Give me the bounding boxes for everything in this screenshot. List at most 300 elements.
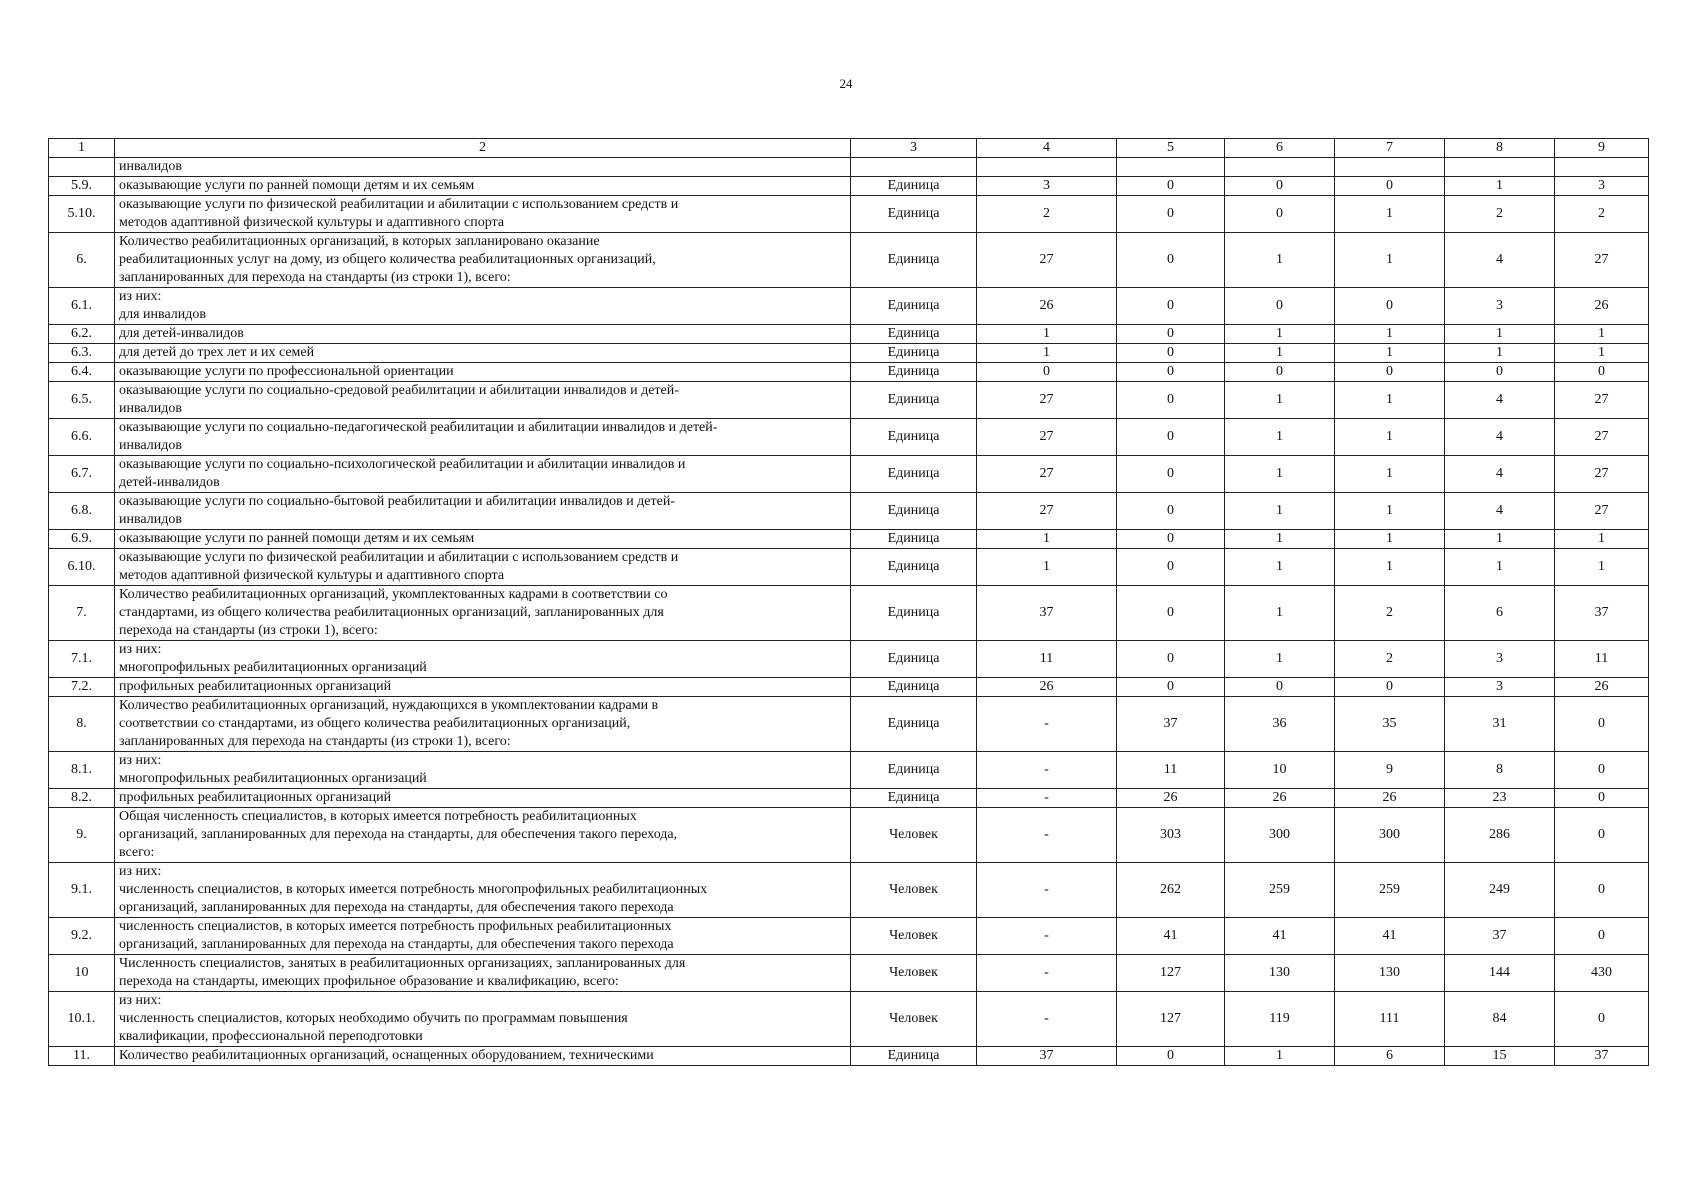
unit-of-measure: Единица: [851, 233, 977, 288]
row-number: 8.: [49, 697, 115, 752]
table-row: [49, 641, 1649, 678]
indicator-text-line: перехода на стандарты, имеющих профильное образование и квалификацию, всего:: [119, 974, 619, 989]
indicator-name: [115, 325, 851, 344]
table-row: [49, 196, 1649, 233]
table-row: [49, 288, 1649, 325]
value-cell: 0: [1335, 288, 1445, 325]
indicator-text-line: для инвалидов: [119, 307, 207, 322]
value-cell: 3: [1445, 288, 1555, 325]
table-row: [49, 382, 1649, 419]
indicator-text-line: оказывающие услуги по социально-бытовой реабилитации и абилитации инвалидов и детей-: [119, 494, 676, 509]
value-cell: 11: [1555, 641, 1649, 678]
value-cell: 0: [1555, 697, 1649, 752]
row-number: 7.2.: [49, 678, 115, 697]
indicator-text-line: оказывающие услуги по физической реабилитации и абилитации с использованием средств и: [119, 550, 679, 565]
value-cell: -: [977, 789, 1117, 808]
indicator-text-line: численность специалистов, которых необходимо обучить по программам повышения: [119, 1011, 628, 1026]
value-cell: 262: [1117, 863, 1225, 918]
value-cell: 1: [1335, 344, 1445, 363]
indicator-name: [115, 382, 851, 419]
table-row: [49, 789, 1649, 808]
table-row: [49, 808, 1649, 863]
indicator-name: [115, 493, 851, 530]
unit-of-measure: Единица: [851, 419, 977, 456]
indicator-text-line: Общая численность специалистов, в которых имеется потребность реабилитационных: [119, 809, 637, 824]
indicator-name: [115, 955, 851, 992]
value-cell: [1117, 158, 1225, 177]
indicator-text-line: всего:: [119, 845, 155, 860]
indicator-text-line: организаций, запланированных для перехода на стандарты, для обеспечения такого перехода: [119, 900, 674, 915]
indicator-text-line: многопрофильных реабилитационных организаций: [119, 660, 427, 675]
indicator-name: [115, 344, 851, 363]
value-cell: 1: [1445, 549, 1555, 586]
value-cell: 1: [1225, 549, 1335, 586]
value-cell: 1: [1225, 530, 1335, 549]
column-number: 6: [1225, 139, 1335, 158]
indicator-name: [115, 288, 851, 325]
value-cell: 23: [1445, 789, 1555, 808]
table-row: [49, 586, 1649, 641]
value-cell: 11: [1117, 752, 1225, 789]
unit-of-measure: Единица: [851, 344, 977, 363]
value-cell: 1: [1225, 325, 1335, 344]
value-cell: 2: [1335, 641, 1445, 678]
value-cell: [1335, 158, 1445, 177]
indicator-name: [115, 419, 851, 456]
table-row: [49, 1047, 1649, 1066]
value-cell: 37: [1445, 918, 1555, 955]
table-row: [49, 233, 1649, 288]
unit-of-measure: Единица: [851, 549, 977, 586]
value-cell: 0: [1117, 325, 1225, 344]
value-cell: 0: [1555, 992, 1649, 1047]
value-cell: 3: [1555, 177, 1649, 196]
row-number: 5.9.: [49, 177, 115, 196]
unit-of-measure: Единица: [851, 530, 977, 549]
value-cell: 27: [1555, 419, 1649, 456]
unit-of-measure: Человек: [851, 955, 977, 992]
value-cell: 1: [1445, 344, 1555, 363]
value-cell: 0: [1117, 586, 1225, 641]
value-cell: 0: [1335, 363, 1445, 382]
indicator-text-line: оказывающие услуги по социально-педагогической реабилитации и абилитации инвалидов и детей-: [119, 420, 718, 435]
value-cell: 1: [977, 344, 1117, 363]
value-cell: 84: [1445, 992, 1555, 1047]
value-cell: 0: [1335, 177, 1445, 196]
indicator-name: [115, 678, 851, 697]
unit-of-measure: Единица: [851, 752, 977, 789]
page-number: 24: [839, 76, 853, 91]
indicator-text-line: организаций, запланированных для перехода на стандарты, для обеспечения такого перехода: [119, 937, 674, 952]
indicator-text-line: оказывающие услуги по физической реабилитации и абилитации с использованием средств и: [119, 197, 679, 212]
value-cell: 1: [1555, 344, 1649, 363]
value-cell: 6: [1445, 586, 1555, 641]
value-cell: 27: [977, 382, 1117, 419]
value-cell: 37: [1555, 1047, 1649, 1066]
indicator-name: [115, 456, 851, 493]
value-cell: 4: [1445, 419, 1555, 456]
value-cell: 1: [977, 549, 1117, 586]
value-cell: 27: [1555, 382, 1649, 419]
value-cell: 1: [1335, 530, 1445, 549]
indicator-text-line: Количество реабилитационных организаций, нуждающихся в укомплектовании кадрами в: [119, 698, 659, 713]
value-cell: 36: [1225, 697, 1335, 752]
value-cell: -: [977, 808, 1117, 863]
value-cell: -: [977, 863, 1117, 918]
value-cell: 1: [1335, 456, 1445, 493]
value-cell: 37: [1117, 697, 1225, 752]
value-cell: 2: [977, 196, 1117, 233]
row-number: 6.10.: [49, 549, 115, 586]
value-cell: 0: [977, 363, 1117, 382]
indicator-text-line: стандартами, из общего количества реабилитационных организаций, запланированных для: [119, 605, 664, 620]
row-number: 7.1.: [49, 641, 115, 678]
value-cell: 26: [977, 288, 1117, 325]
unit-of-measure: Единица: [851, 288, 977, 325]
column-number: 8: [1445, 139, 1555, 158]
row-number: 6.9.: [49, 530, 115, 549]
value-cell: 0: [1225, 177, 1335, 196]
row-number: 10.1.: [49, 992, 115, 1047]
indicator-text-line: оказывающие услуги по ранней помощи детям и их семьям: [119, 531, 475, 546]
value-cell: 303: [1117, 808, 1225, 863]
value-cell: 0: [1335, 678, 1445, 697]
value-cell: 0: [1117, 344, 1225, 363]
column-number: 2: [115, 139, 851, 158]
value-cell: 1: [1555, 530, 1649, 549]
value-cell: 4: [1445, 382, 1555, 419]
row-number: 6.8.: [49, 493, 115, 530]
indicator-text-line: перехода на стандарты (из строки 1), всего:: [119, 623, 378, 638]
value-cell: 0: [1117, 678, 1225, 697]
value-cell: 3: [1445, 678, 1555, 697]
column-number: 4: [977, 139, 1117, 158]
table-row: [49, 992, 1649, 1047]
table-row: [49, 493, 1649, 530]
value-cell: 259: [1225, 863, 1335, 918]
value-cell: 1: [1555, 549, 1649, 586]
row-number: 10: [49, 955, 115, 992]
value-cell: 0: [1117, 530, 1225, 549]
indicator-text-line: квалификации, профессиональной переподготовки: [119, 1029, 423, 1044]
value-cell: 1: [977, 325, 1117, 344]
indicator-text-line: Количество реабилитационных организаций, в которых запланировано оказание: [119, 234, 600, 249]
value-cell: 300: [1335, 808, 1445, 863]
indicator-text-line: детей-инвалидов: [119, 475, 220, 490]
value-cell: 0: [1117, 549, 1225, 586]
indicator-name: [115, 863, 851, 918]
value-cell: 0: [1445, 363, 1555, 382]
column-number-row: [49, 139, 1649, 158]
value-cell: 0: [1225, 363, 1335, 382]
indicator-text-line: методов адаптивной физической культуры и адаптивного спорта: [119, 568, 505, 583]
value-cell: 6: [1335, 1047, 1445, 1066]
value-cell: 27: [1555, 456, 1649, 493]
value-cell: 1: [1225, 586, 1335, 641]
indicator-name: [115, 789, 851, 808]
indicator-text-line: инвалидов: [119, 401, 182, 416]
value-cell: 0: [1117, 288, 1225, 325]
value-cell: 1: [1225, 233, 1335, 288]
indicator-name: [115, 549, 851, 586]
row-number: 5.10.: [49, 196, 115, 233]
indicator-name: [115, 158, 851, 177]
indicator-text-line: инвалидов: [119, 512, 182, 527]
row-number: 8.1.: [49, 752, 115, 789]
row-number: 11.: [49, 1047, 115, 1066]
value-cell: 300: [1225, 808, 1335, 863]
value-cell: 0: [1117, 641, 1225, 678]
indicator-name: [115, 697, 851, 752]
indicator-text-line: для детей-инвалидов: [119, 326, 244, 341]
value-cell: 4: [1445, 456, 1555, 493]
value-cell: 27: [1555, 233, 1649, 288]
value-cell: [1445, 158, 1555, 177]
value-cell: 119: [1225, 992, 1335, 1047]
row-number: 6.4.: [49, 363, 115, 382]
indicator-name: [115, 641, 851, 678]
table-row: [49, 752, 1649, 789]
indicator-text-line: из них:: [119, 753, 162, 768]
unit-of-measure: [851, 158, 977, 177]
value-cell: 130: [1225, 955, 1335, 992]
indicator-name: [115, 177, 851, 196]
unit-of-measure: Единица: [851, 325, 977, 344]
indicator-text-line: численность специалистов, в которых имеется потребность многопрофильных реабилитационных: [119, 882, 708, 897]
value-cell: -: [977, 955, 1117, 992]
table-row: [49, 697, 1649, 752]
indicator-text-line: методов адаптивной физической культуры и адаптивного спорта: [119, 215, 505, 230]
value-cell: 37: [1555, 586, 1649, 641]
value-cell: 31: [1445, 697, 1555, 752]
table-row: [49, 158, 1649, 177]
row-number: 6.7.: [49, 456, 115, 493]
row-number: 9.: [49, 808, 115, 863]
value-cell: 3: [1445, 641, 1555, 678]
unit-of-measure: Единица: [851, 493, 977, 530]
value-cell: 144: [1445, 955, 1555, 992]
column-number: 9: [1555, 139, 1649, 158]
value-cell: [977, 158, 1117, 177]
table-row: [49, 955, 1649, 992]
value-cell: 127: [1117, 955, 1225, 992]
row-number: [49, 158, 115, 177]
indicator-name: [115, 752, 851, 789]
value-cell: 1: [1225, 344, 1335, 363]
value-cell: 0: [1555, 363, 1649, 382]
indicator-text-line: из них:: [119, 289, 162, 304]
unit-of-measure: Единица: [851, 789, 977, 808]
indicator-text-line: численность специалистов, в которых имеется потребность профильных реабилитационных: [119, 919, 672, 934]
table-row: [49, 549, 1649, 586]
column-number: 3: [851, 139, 977, 158]
value-cell: -: [977, 697, 1117, 752]
value-cell: 1: [1225, 419, 1335, 456]
indicator-name: [115, 992, 851, 1047]
indicator-text-line: из них:: [119, 993, 162, 1008]
table-row: [49, 678, 1649, 697]
unit-of-measure: Человек: [851, 918, 977, 955]
row-number: 6.1.: [49, 288, 115, 325]
value-cell: 0: [1117, 382, 1225, 419]
value-cell: 430: [1555, 955, 1649, 992]
value-cell: 0: [1117, 456, 1225, 493]
value-cell: 1: [1445, 530, 1555, 549]
indicator-text-line: инвалидов: [119, 159, 182, 174]
indicator-text-line: соответствии со стандартами, из общего количества реабилитационных организаций,: [119, 716, 631, 731]
value-cell: 0: [1555, 808, 1649, 863]
indicator-name: [115, 1047, 851, 1066]
value-cell: 8: [1445, 752, 1555, 789]
value-cell: 1: [1445, 325, 1555, 344]
value-cell: 1: [1335, 233, 1445, 288]
row-number: 9.1.: [49, 863, 115, 918]
row-number: 9.2.: [49, 918, 115, 955]
row-number: 7.: [49, 586, 115, 641]
value-cell: 259: [1335, 863, 1445, 918]
value-cell: 1: [1335, 493, 1445, 530]
column-number: 5: [1117, 139, 1225, 158]
value-cell: 1: [1335, 382, 1445, 419]
unit-of-measure: Единица: [851, 697, 977, 752]
value-cell: 127: [1117, 992, 1225, 1047]
value-cell: 1: [1225, 1047, 1335, 1066]
unit-of-measure: Человек: [851, 863, 977, 918]
value-cell: 0: [1555, 789, 1649, 808]
unit-of-measure: Единица: [851, 456, 977, 493]
indicator-text-line: оказывающие услуги по социально-средовой реабилитации и абилитации инвалидов и детей-: [119, 383, 679, 398]
value-cell: 286: [1445, 808, 1555, 863]
value-cell: 3: [977, 177, 1117, 196]
indicator-text-line: реабилитационных услуг на дому, из общего количества реабилитационных организаций,: [119, 252, 656, 267]
indicator-name: [115, 808, 851, 863]
table-row: [49, 863, 1649, 918]
value-cell: 27: [977, 233, 1117, 288]
value-cell: 0: [1117, 493, 1225, 530]
value-cell: 0: [1555, 752, 1649, 789]
table-row: [49, 177, 1649, 196]
row-number: 8.2.: [49, 789, 115, 808]
value-cell: 27: [977, 493, 1117, 530]
indicator-text-line: многопрофильных реабилитационных организаций: [119, 771, 427, 786]
value-cell: 41: [1117, 918, 1225, 955]
value-cell: 4: [1445, 493, 1555, 530]
indicator-text-line: запланированных для перехода на стандарты (из строки 1), всего:: [119, 270, 511, 285]
indicator-text-line: из них:: [119, 864, 162, 879]
value-cell: 0: [1117, 1047, 1225, 1066]
value-cell: 0: [1225, 196, 1335, 233]
value-cell: 41: [1225, 918, 1335, 955]
indicator-name: [115, 530, 851, 549]
indicator-name: [115, 586, 851, 641]
indicator-text-line: для детей до трех лет и их семей: [119, 345, 315, 360]
unit-of-measure: Единица: [851, 641, 977, 678]
table-row: [49, 419, 1649, 456]
indicator-text-line: профильных реабилитационных организаций: [119, 790, 392, 805]
indicator-text-line: профильных реабилитационных организаций: [119, 679, 392, 694]
value-cell: 1: [1335, 196, 1445, 233]
table-row: [49, 363, 1649, 382]
value-cell: 41: [1335, 918, 1445, 955]
table-row: [49, 530, 1649, 549]
unit-of-measure: Единица: [851, 586, 977, 641]
value-cell: 1: [1555, 325, 1649, 344]
unit-of-measure: Единица: [851, 363, 977, 382]
value-cell: 1: [1225, 382, 1335, 419]
value-cell: 1: [1335, 549, 1445, 586]
value-cell: 1: [1445, 177, 1555, 196]
indicator-text-line: оказывающие услуги по социально-психологической реабилитации и абилитации инвалидов и: [119, 457, 686, 472]
value-cell: 0: [1117, 233, 1225, 288]
value-cell: 130: [1335, 955, 1445, 992]
table-row: [49, 918, 1649, 955]
row-number: 6.: [49, 233, 115, 288]
report-table: [48, 138, 1649, 1066]
value-cell: 1: [977, 530, 1117, 549]
value-cell: 4: [1445, 233, 1555, 288]
value-cell: 15: [1445, 1047, 1555, 1066]
value-cell: 0: [1117, 419, 1225, 456]
value-cell: 11: [977, 641, 1117, 678]
value-cell: 27: [1555, 493, 1649, 530]
value-cell: 1: [1225, 456, 1335, 493]
value-cell: 26: [977, 678, 1117, 697]
value-cell: 1: [1335, 325, 1445, 344]
value-cell: 35: [1335, 697, 1445, 752]
value-cell: 26: [1117, 789, 1225, 808]
value-cell: 26: [1335, 789, 1445, 808]
unit-of-measure: Единица: [851, 678, 977, 697]
value-cell: 111: [1335, 992, 1445, 1047]
value-cell: 26: [1555, 678, 1649, 697]
value-cell: 37: [977, 586, 1117, 641]
value-cell: 0: [1225, 288, 1335, 325]
column-number: 1: [49, 139, 115, 158]
value-cell: 0: [1555, 918, 1649, 955]
indicator-name: [115, 363, 851, 382]
indicator-text-line: Количество реабилитационных организаций, укомплектованных кадрами в соответствии со: [119, 587, 668, 602]
value-cell: 37: [977, 1047, 1117, 1066]
value-cell: 1: [1225, 493, 1335, 530]
indicator-name: [115, 196, 851, 233]
column-number: 7: [1335, 139, 1445, 158]
indicator-text-line: инвалидов: [119, 438, 182, 453]
value-cell: -: [977, 918, 1117, 955]
table-row: [49, 325, 1649, 344]
value-cell: 0: [1117, 363, 1225, 382]
indicator-text-line: организаций, запланированных для перехода на стандарты, для обеспечения такого перехода,: [119, 827, 678, 842]
value-cell: [1225, 158, 1335, 177]
indicator-text-line: Численность специалистов, занятых в реабилитационных организациях, запланированных для: [119, 956, 686, 971]
unit-of-measure: Человек: [851, 992, 977, 1047]
value-cell: 0: [1225, 678, 1335, 697]
row-number: 6.5.: [49, 382, 115, 419]
indicator-text-line: запланированных для перехода на стандарты (из строки 1), всего:: [119, 734, 511, 749]
table-row: [49, 344, 1649, 363]
indicator-text-line: оказывающие услуги по ранней помощи детям и их семьям: [119, 178, 475, 193]
value-cell: [1555, 158, 1649, 177]
row-number: 6.3.: [49, 344, 115, 363]
row-number: 6.6.: [49, 419, 115, 456]
table-body: [49, 139, 1649, 1066]
value-cell: 249: [1445, 863, 1555, 918]
value-cell: 0: [1117, 196, 1225, 233]
value-cell: 0: [1117, 177, 1225, 196]
unit-of-measure: Человек: [851, 808, 977, 863]
unit-of-measure: Единица: [851, 1047, 977, 1066]
value-cell: 26: [1225, 789, 1335, 808]
value-cell: -: [977, 752, 1117, 789]
